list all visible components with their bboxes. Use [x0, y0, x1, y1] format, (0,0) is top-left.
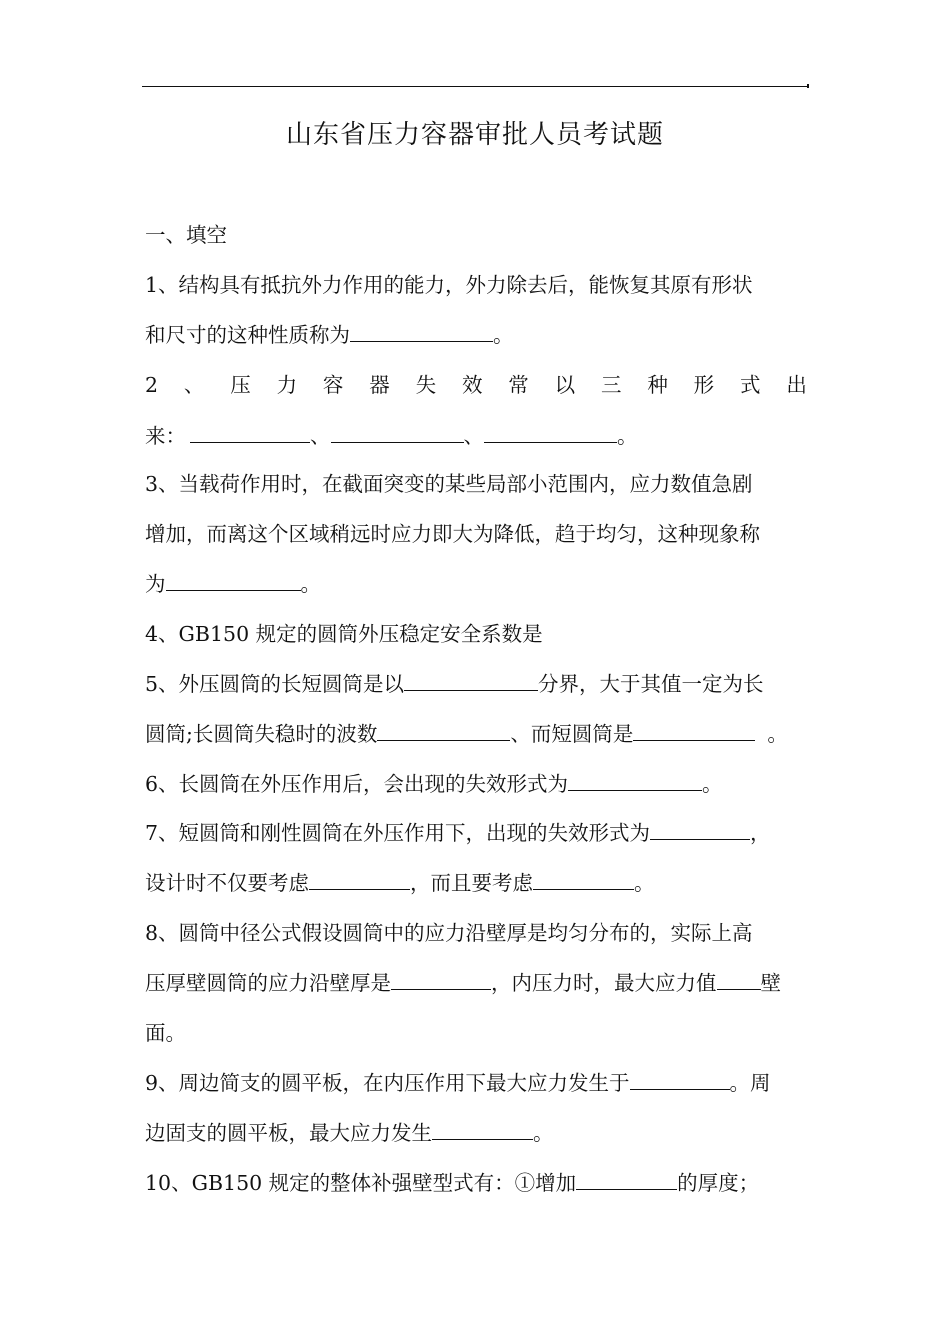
q10-blank-1[interactable] [576, 1169, 677, 1190]
q9-text-1: 9、周边简支的圆平板，在内压作用下最大应力发生于 [145, 1071, 630, 1095]
question-3-line-1: 3、当载荷作用时，在截面突变的某些局部小范围内，应力数值急剧 [145, 472, 753, 496]
question-8-line-3: 面。 [145, 1021, 186, 1045]
q2-char: 力 [276, 373, 298, 397]
q2-char: 以 [554, 373, 576, 397]
q2-char: 容 [322, 373, 344, 397]
q2-char: 器 [369, 373, 390, 397]
q2-char: 效 [461, 373, 483, 397]
question-1-line-2 [145, 319, 807, 351]
q5-end: 。 [767, 722, 788, 746]
q3-end: 。 [300, 572, 321, 596]
question-3-line-3 [145, 568, 807, 600]
q2-sep-2: 、 [463, 424, 484, 448]
section-heading: 一、填空 [145, 223, 227, 247]
q7-text-1: 7、短圆筒和刚性圆筒在外压作用下，出现的失效形式为 [145, 821, 651, 845]
q2-char: 形 [693, 373, 715, 397]
q6-text: 6、长圆筒在外压作用后，会出现的失效形式为 [145, 772, 569, 796]
q9-text-3: 边固支的圆平板，最大应力发生 [145, 1121, 432, 1145]
q2-char: 压 [230, 373, 251, 397]
question-7-line-2 [145, 867, 807, 899]
q2-char: 失 [415, 373, 437, 397]
q8-blank-1[interactable] [391, 969, 491, 990]
q9-end: 。 [533, 1121, 554, 1145]
q2-char: 三 [600, 373, 622, 397]
q1-end: 。 [493, 323, 514, 347]
header-rule [142, 86, 808, 87]
q1-text: 和尺寸的这种性质称为 [145, 323, 350, 347]
question-8-line-1: 8、圆筒中径公式假设圆筒中的应力沿壁厚是均匀分布的，实际上高 [145, 921, 753, 945]
q2-end: 。 [617, 424, 638, 448]
q2-blank-1[interactable] [190, 422, 310, 443]
q1-blank[interactable] [350, 321, 493, 342]
question-10 [145, 1167, 807, 1199]
q3-text: 为 [145, 572, 166, 596]
question-2-line-2 [145, 420, 807, 452]
q2-char: 常 [508, 373, 529, 397]
q5-text-1: 5、外压圆筒的长短圆筒是以 [145, 672, 405, 696]
question-5-line-1 [145, 668, 807, 700]
q7-blank-2[interactable] [309, 869, 410, 890]
q7-blank-1[interactable] [650, 819, 750, 840]
question-9-line-1 [145, 1067, 807, 1099]
q2-char: 出 [786, 373, 807, 397]
question-3-line-2: 增加，而离这个区域稍远时应力即大为降低，趋于均匀，这种现象称 [145, 522, 760, 546]
q2-text: 来： [145, 424, 186, 448]
q2-sep-1: 、 [310, 424, 331, 448]
question-4: 4、GB150 规定的圆筒外压稳定安全系数是 [145, 622, 543, 646]
question-5-line-2 [145, 718, 807, 750]
q10-text-1: 10、GB150 规定的整体补强壁型式有：①增加 [145, 1171, 577, 1195]
question-6 [145, 768, 807, 800]
q7-text-3: 设计时不仅要考虑 [145, 871, 309, 895]
q8-text-1: 压厚壁圆筒的应力沿壁厚是 [145, 971, 391, 995]
question-7-line-1 [145, 817, 807, 849]
q2-char: 2 [145, 373, 159, 397]
page-title: 山东省压力容器审批人员考试题 [285, 120, 664, 150]
question-2-line-1 [145, 369, 807, 401]
question-1-line-1: 1、结构具有抵抗外力作用的能力，外力除去后，能恢复其原有形状 [145, 273, 753, 297]
q2-blank-2[interactable] [331, 422, 464, 443]
header-rule-mark [807, 84, 809, 88]
q2-char: 式 [740, 373, 761, 397]
q5-blank-1[interactable] [404, 670, 538, 691]
q8-text-3: 壁 [760, 971, 781, 995]
q5-blank-2[interactable] [377, 720, 510, 741]
q3-blank[interactable] [166, 570, 301, 591]
q9-blank-2[interactable] [432, 1119, 533, 1140]
q2-blank-3[interactable] [484, 422, 617, 443]
question-8-line-2 [145, 967, 807, 999]
q7-text-2: ， [750, 821, 771, 845]
q6-end: 。 [702, 772, 723, 796]
q7-end: 。 [634, 871, 655, 895]
q8-blank-2[interactable] [717, 969, 761, 990]
q5-blank-3[interactable] [633, 720, 755, 741]
q2-char: 种 [647, 373, 668, 397]
q7-text-4: ，而且要考虑 [410, 871, 533, 895]
q6-blank[interactable] [568, 770, 702, 791]
q5-text-4: 、而短圆筒是 [510, 722, 634, 746]
q10-text-2: 的厚度； [677, 1171, 760, 1195]
q8-text-2: ，内压力时，最大应力值 [491, 971, 717, 995]
q5-text-2: 分界，大于其值一定为长 [538, 672, 764, 696]
q9-blank-1[interactable] [630, 1069, 730, 1090]
q7-blank-3[interactable] [533, 869, 634, 890]
q5-text-3: 圆筒;长圆筒失稳时的波数 [145, 722, 378, 746]
q9-text-2: 。周 [729, 1071, 771, 1095]
question-9-line-2 [145, 1117, 807, 1149]
q2-char: 、 [183, 373, 205, 397]
